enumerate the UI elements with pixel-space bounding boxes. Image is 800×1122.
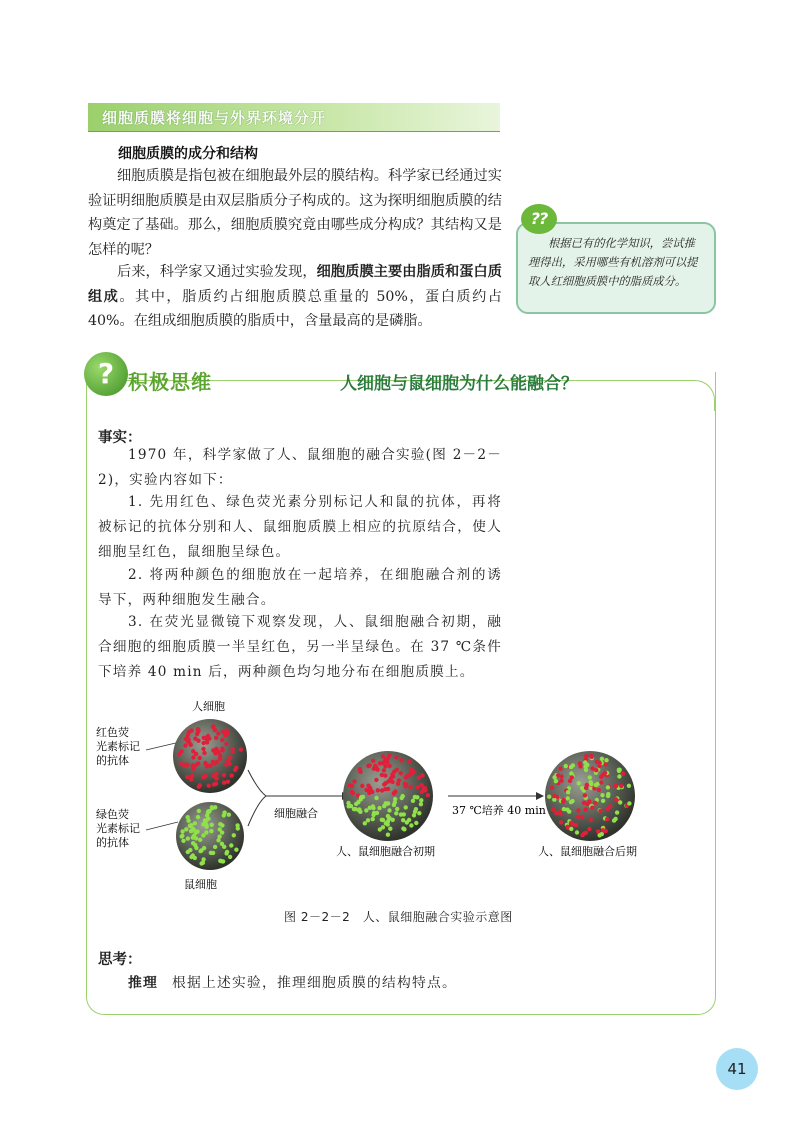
fluorescent-dot (189, 777, 193, 781)
fluorescent-dot (195, 829, 199, 833)
fluorescent-dot (184, 737, 188, 741)
fluorescent-dot (420, 783, 424, 787)
fluorescent-dot (201, 833, 205, 837)
fluorescent-dot (217, 834, 221, 838)
fluorescent-dot (183, 743, 187, 747)
fluorescent-dot (601, 828, 605, 832)
fluorescent-dot (180, 829, 184, 833)
fluorescent-dot (601, 799, 605, 803)
fluorescent-dot (222, 773, 226, 777)
fluorescent-dot (569, 765, 573, 769)
fluorescent-dot (554, 811, 558, 815)
green-label-line-1: 绿色荧 (96, 808, 129, 821)
fluorescent-dot (600, 757, 604, 761)
fluorescent-dot (547, 795, 551, 799)
fluorescent-dot (568, 779, 572, 783)
green-label-line-2: 光素标记 (96, 822, 140, 835)
fluorescent-dot (364, 808, 368, 812)
fluorescent-dot (409, 823, 413, 827)
fluorescent-dot (584, 786, 588, 790)
fluorescent-dot (219, 859, 223, 863)
fluorescent-dot (618, 800, 622, 804)
fluorescent-dot (419, 798, 423, 802)
fact-step-2: 2. 将两种颜色的细胞放在一起培养，在细胞融合剂的诱导下，两种细胞发生融合。 (98, 567, 502, 608)
fluorescent-dot (584, 831, 588, 835)
fluorescent-dot (589, 818, 593, 822)
fluorescent-dot (382, 768, 386, 772)
fluorescent-dot (363, 821, 367, 825)
fluorescent-dot (194, 763, 198, 767)
fluorescent-dot (233, 768, 237, 772)
fluorescent-dot (348, 783, 352, 787)
fluorescent-dot (368, 789, 372, 793)
fluorescent-dot (196, 739, 200, 743)
fluorescent-dot (221, 730, 225, 734)
fluorescent-dot (380, 773, 384, 777)
fluorescent-dot (201, 861, 205, 865)
page-number: 41 (716, 1048, 758, 1090)
fluorescent-dot (228, 755, 232, 759)
fluorescent-dot (198, 838, 202, 842)
merge-bracket (248, 770, 266, 826)
fluorescent-dot (627, 801, 631, 805)
fluorescent-dot (404, 805, 408, 809)
fluorescent-dot (197, 785, 201, 789)
fluorescent-dot (588, 775, 592, 779)
fluorescent-dot (408, 785, 412, 789)
fluorescent-dot (220, 842, 224, 846)
fluorescent-dot (359, 797, 363, 801)
fluorescent-dot (220, 738, 224, 742)
fluorescent-dot (211, 760, 215, 764)
fluorescent-dot (566, 796, 570, 800)
fluorescent-dot (578, 761, 582, 765)
fluorescent-dot (377, 806, 381, 810)
fluorescent-dot (216, 750, 220, 754)
fluorescent-dot (417, 811, 421, 815)
human-cell (173, 719, 247, 793)
fluorescent-dot (569, 827, 573, 831)
fluorescent-dot (194, 846, 198, 850)
fusion-label: 细胞融合 (274, 807, 318, 820)
fluorescent-dot (386, 779, 390, 783)
fluorescent-dot (577, 781, 581, 785)
fluorescent-dot (346, 801, 350, 805)
fluorescent-dot (181, 839, 185, 843)
fluorescent-dot (209, 851, 213, 855)
fluorescent-dot (394, 811, 398, 815)
fact-step-1: 1. 先用红色、绿色荧光素分别标记人和鼠的抗体，再将被标记的抗体分别和人、鼠细胞质膜上相应的抗原结合，使人细胞呈红色，鼠细胞呈绿色。 (98, 494, 502, 560)
fluorescent-dot (404, 784, 408, 788)
late-fusion-label: 人、鼠细胞融合后期 (538, 845, 637, 858)
fluorescent-dot (566, 790, 570, 794)
fluorescent-dot (597, 764, 601, 768)
fluorescent-dot (552, 775, 556, 779)
fluorescent-dot (203, 818, 207, 822)
fluorescent-dot (576, 808, 580, 812)
fluorescent-dot (413, 795, 417, 799)
fluorescent-dot (210, 823, 214, 827)
reasoning-label: 推理 (128, 975, 158, 991)
fluorescent-dot (589, 782, 593, 786)
fluorescent-dot (612, 818, 616, 822)
paragraph-2-part-a: 后来，科学家又通过实验发现， (117, 264, 317, 280)
fluorescent-dot (186, 815, 190, 819)
fluorescent-dot (202, 736, 206, 740)
paragraph-1: 细胞质膜是指包被在细胞最外层的膜结构。科学家已经通过实验证明细胞质膜是由双层脂质分子构成的。这为探明细胞质膜的结构奠定了基础。那么，细胞质膜究竟由哪些成分构成？其结构又是怎样的呢？ (88, 168, 502, 258)
fluorescent-dot (395, 807, 399, 811)
fluorescent-dot (372, 767, 376, 771)
fluorescent-dot (562, 798, 566, 802)
fluorescent-dot (371, 804, 375, 808)
fluorescent-dot (227, 813, 231, 817)
fluorescent-dot (604, 762, 608, 766)
fluorescent-dot (228, 855, 232, 859)
fluorescent-dot (187, 740, 191, 744)
fluorescent-dot (201, 822, 205, 826)
red-label-line-2: 光素标记 (96, 740, 140, 753)
fluorescent-dot (386, 822, 390, 826)
fluorescent-dot (604, 758, 608, 762)
fluorescent-dot (567, 809, 571, 813)
fluorescent-dot (188, 823, 192, 827)
fluorescent-dot (191, 755, 195, 759)
paragraph-2 (88, 260, 502, 334)
fluorescent-dot (207, 784, 211, 788)
early-fusion-label: 人、鼠细胞融合初期 (336, 845, 435, 858)
fluorescent-dot (399, 771, 403, 775)
fluorescent-dot (366, 818, 370, 822)
side-note-text: 根据已有的化学知识，尝试推理得出，采用哪些有机溶剂可以提取人红细胞质膜中的脂质成分。 (528, 237, 698, 288)
fluorescent-dot (366, 764, 370, 768)
fluorescent-dot (386, 833, 390, 837)
fluorescent-dot (574, 823, 578, 827)
paragraph-2-bold: 细胞质膜主要由脂质和蛋白质组成 (88, 264, 502, 305)
thinking-title: 积极思维 (128, 370, 212, 394)
fluorescent-dot (195, 732, 199, 736)
fluorescent-dot (224, 762, 228, 766)
fluorescent-dot (185, 775, 189, 779)
fluorescent-dot (358, 770, 362, 774)
fluorescent-dot (220, 747, 224, 751)
fluorescent-dot (414, 821, 418, 825)
fluorescent-dot (392, 791, 396, 795)
sub-title: 细胞质膜的成分和结构 (118, 146, 258, 162)
cell-fusion-figure (88, 690, 708, 890)
fluorescent-dot (596, 829, 600, 833)
fluorescent-dot (372, 811, 376, 815)
fluorescent-dot (401, 826, 405, 830)
fluorescent-dot (229, 843, 233, 847)
fluorescent-dot (381, 754, 385, 758)
fluorescent-dot (385, 802, 389, 806)
fluorescent-dot (351, 791, 355, 795)
fluorescent-dot (393, 797, 397, 801)
fluorescent-dot (401, 818, 405, 822)
fluorescent-dot (390, 772, 394, 776)
fluorescent-dot (599, 780, 603, 784)
fluorescent-dot (224, 742, 228, 746)
fluorescent-dot (225, 850, 229, 854)
fluorescent-dot (374, 796, 378, 800)
fluorescent-dot (558, 812, 562, 816)
fluorescent-dot (558, 767, 562, 771)
fluorescent-dot (191, 841, 195, 845)
fluorescent-dot (603, 771, 607, 775)
fluorescent-dot (213, 845, 217, 849)
fluorescent-dot (575, 830, 579, 834)
figure-caption: 图 2－2－2 人、鼠细胞融合实验示意图 (284, 910, 513, 924)
fluorescent-dot (407, 818, 411, 822)
fluorescent-dot (387, 753, 391, 757)
reasoning-line (128, 971, 457, 991)
fluorescent-dot (597, 788, 601, 792)
fluorescent-dot (189, 855, 193, 859)
fluorescent-dot (203, 774, 207, 778)
fluorescent-dot (402, 812, 406, 816)
fluorescent-dot (234, 848, 238, 852)
fluorescent-dot (606, 792, 610, 796)
fluorescent-dot (401, 794, 405, 798)
fluorescent-dot (411, 770, 415, 774)
thinking-divider-right (580, 380, 690, 381)
fluorescent-dot (408, 759, 412, 763)
fluorescent-dot (381, 761, 385, 765)
fluorescent-dot (627, 784, 631, 788)
fluorescent-dot (594, 783, 598, 787)
fluorescent-dot (569, 821, 573, 825)
red-label-line-3: 的抗体 (96, 754, 129, 767)
paragraph-2-part-b: 。其中，脂质约占细胞质膜总重量的 50%，蛋白质约占 40%。在组成细胞质膜的脂质中，含量最高的是磷脂。 (88, 288, 502, 329)
fluorescent-dot (583, 793, 587, 797)
fluorescent-dot (222, 781, 226, 785)
fluorescent-dot (189, 829, 193, 833)
fluorescent-dot (582, 801, 586, 805)
fluorescent-dot (589, 753, 593, 757)
fluorescent-dot (206, 810, 210, 814)
fluorescent-dot (422, 787, 426, 791)
fluorescent-dot (587, 827, 591, 831)
fluorescent-dot (608, 804, 612, 808)
reasoning-text: 根据上述实验，推理细胞质膜的结构特点。 (172, 975, 457, 991)
fluorescent-dot (360, 784, 364, 788)
fluorescent-dot (387, 808, 391, 812)
fluorescent-dot (364, 788, 368, 792)
fluorescent-dot (600, 793, 604, 797)
red-label-line-1: 红色荧 (96, 726, 129, 739)
fluorescent-dot (386, 787, 390, 791)
culture-label: 37 ℃培养 40 min (452, 804, 546, 817)
fluorescent-dot (550, 786, 554, 790)
fluorescent-dot (426, 793, 430, 797)
fluorescent-dot (615, 810, 619, 814)
fluorescent-dot (559, 820, 563, 824)
fluorescent-dot (584, 807, 588, 811)
fluorescent-dot (218, 827, 222, 831)
fluorescent-dot (209, 829, 213, 833)
facts-label: 事实： (98, 430, 142, 446)
fluorescent-dot (226, 780, 230, 784)
fluorescent-dot (386, 814, 390, 818)
fluorescent-dot (180, 834, 184, 838)
fluorescent-dot (179, 749, 183, 753)
fluorescent-dot (397, 778, 401, 782)
fluorescent-dot (218, 822, 222, 826)
think-label: 思考： (98, 952, 142, 968)
thinking-question-icon: ? (84, 352, 128, 396)
fluorescent-dot (196, 815, 200, 819)
fluorescent-dot (411, 799, 415, 803)
fluorescent-dot (352, 779, 356, 783)
fluorescent-dot (388, 764, 392, 768)
fluorescent-dot (554, 779, 558, 783)
fluorescent-dot (188, 848, 192, 852)
thinking-question: 人细胞与鼠细胞为什么能融合？ (340, 374, 578, 394)
fluorescent-dot (414, 807, 418, 811)
fluorescent-dot (202, 846, 206, 850)
fluorescent-dot (371, 817, 375, 821)
fluorescent-dot (230, 750, 234, 754)
fluorescent-dot (614, 797, 618, 801)
fact-step-3: 3. 在荧光显微镜下观察发现，人、鼠细胞融合初期，融合细胞的细胞质膜一半呈红色，另一半呈绿色。在 37 ℃条件下培养 40 min 后，两种颜色均匀地分布在细胞质膜上。 (98, 614, 502, 680)
fluorescent-dot (614, 784, 618, 788)
fluorescent-dot (216, 838, 220, 842)
fluorescent-dot (194, 836, 198, 840)
fluorescent-dot (580, 815, 584, 819)
fluorescent-dot (201, 747, 205, 751)
fluorescent-dot (214, 736, 218, 740)
fluorescent-dot (208, 764, 212, 768)
fluorescent-dot (595, 760, 599, 764)
fluorescent-dot (564, 764, 568, 768)
human-cell-label: 人细胞 (192, 700, 225, 713)
fluorescent-dot (201, 741, 205, 745)
fluorescent-dot (381, 825, 385, 829)
fluorescent-dot (590, 806, 594, 810)
fluorescent-dot (374, 778, 378, 782)
fluorescent-dot (186, 836, 190, 840)
fluorescent-dot (229, 773, 233, 777)
thinking-divider-left (218, 380, 336, 381)
fluorescent-dot (419, 802, 423, 806)
fluorescent-dot (215, 760, 219, 764)
fluorescent-dot (388, 827, 392, 831)
fluorescent-dot (187, 730, 191, 734)
fluorescent-dot (621, 772, 625, 776)
fluorescent-dot (399, 758, 403, 762)
fluorescent-dot (371, 759, 375, 763)
fluorescent-dot (619, 784, 623, 788)
fluorescent-dot (583, 765, 587, 769)
fluorescent-dot (218, 757, 222, 761)
fluorescent-dot (190, 774, 194, 778)
fluorescent-dot (213, 805, 217, 809)
fluorescent-dot (202, 751, 206, 755)
fluorescent-dot (416, 785, 420, 789)
fluorescent-dot (617, 774, 621, 778)
fluorescent-dot (216, 731, 220, 735)
section-header-text: 细胞质膜将细胞与外界环境分开 (102, 109, 327, 127)
fluorescent-dot (198, 756, 202, 760)
fluorescent-dot (576, 815, 580, 819)
green-label-line-3: 的抗体 (96, 836, 129, 849)
fluorescent-dot (605, 817, 609, 821)
fluorescent-dot (211, 724, 215, 728)
fact-intro: 1970 年，科学家做了人、鼠细胞的融合实验(图 2－2－2)，实验内容如下： (98, 447, 502, 488)
fluorescent-dot (583, 760, 587, 764)
fluorescent-dot (618, 768, 622, 772)
fluorescent-dot (606, 785, 610, 789)
section-header (88, 103, 500, 132)
mouse-cell-label: 鼠细胞 (184, 878, 217, 890)
fluorescent-dot (191, 767, 195, 771)
fluorescent-dot (598, 809, 602, 813)
fluorescent-dot (593, 801, 597, 805)
fluorescent-dot (193, 821, 197, 825)
fluorescent-dot (590, 766, 594, 770)
culture-arrowhead (536, 792, 544, 800)
fluorescent-dot (551, 807, 555, 811)
fluorescent-dot (587, 799, 591, 803)
fluorescent-dot (417, 775, 421, 779)
fluorescent-dot (184, 827, 188, 831)
question-icon: ?? (521, 204, 557, 234)
fluorescent-dot (232, 833, 236, 837)
fluorescent-dot (394, 755, 398, 759)
fluorescent-dot (380, 818, 384, 822)
fluorescent-dot (565, 825, 569, 829)
fluorescent-dot (584, 754, 588, 758)
fluorescent-dot (357, 808, 361, 812)
fluorescent-dot (196, 727, 200, 731)
fluorescent-dot (236, 826, 240, 830)
green-label-pointer (146, 822, 178, 830)
fluorescent-dot (552, 794, 556, 798)
fluorescent-dot (182, 763, 186, 767)
fluorescent-dot (594, 768, 598, 772)
fluorescent-dot (376, 788, 380, 792)
fluorescent-dot (214, 782, 218, 786)
fluorescent-dot (239, 747, 243, 751)
fluorescent-dot (222, 810, 226, 814)
fluorescent-dot (194, 752, 198, 756)
fluorescent-dot (570, 799, 574, 803)
fluorescent-dot (212, 774, 216, 778)
fluorescent-dot (420, 773, 424, 777)
fluorescent-dot (197, 809, 201, 813)
fluorescent-dot (597, 833, 601, 837)
